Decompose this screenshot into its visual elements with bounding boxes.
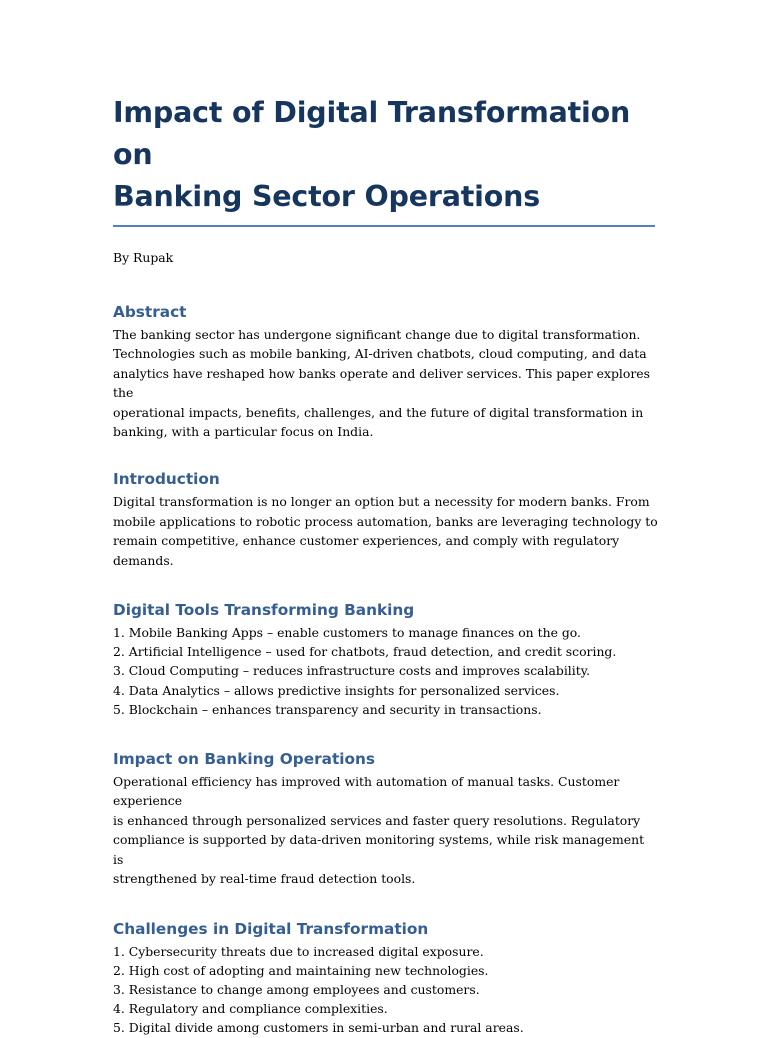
introduction-line: Digital transformation is no longer an option but a necessity for modern banks. From	[113, 494, 650, 510]
section-heading-challenges: Challenges in Digital Transformation	[113, 919, 429, 938]
title-line-2: Banking Sector Operations	[113, 180, 540, 213]
abstract-line: analytics have reshaped how banks operate and deliver services. This paper explores the	[113, 365, 650, 401]
abstract-line: banking, with a particular focus on India.	[113, 424, 374, 440]
digital-tools-list	[113, 623, 658, 719]
introduction-line: remain competitive, enhance customer experiences, and comply with regulatory demands.	[113, 533, 620, 568]
introduction-paragraph	[113, 492, 658, 570]
list-item: 3. Resistance to change among employees and customers.	[113, 981, 480, 997]
abstract-paragraph	[113, 325, 658, 441]
section-heading-digital-tools: Digital Tools Transforming Banking	[113, 601, 415, 620]
section-digital-tools	[113, 600, 658, 719]
author-byline: By Rupak	[113, 250, 174, 265]
abstract-line: The banking sector has undergone significant change due to digital transformation.	[113, 327, 641, 342]
impact-line: compliance is supported by data-driven monitoring systems, while risk management is	[113, 832, 645, 867]
list-item: 1. Cybersecurity threats due to increased digital exposure.	[113, 943, 484, 959]
section-abstract	[113, 302, 658, 441]
list-item: 2. Artificial Intelligence – used for chatbots, fraud detection, and credit scoring.	[113, 644, 617, 660]
challenges-list	[113, 942, 658, 1038]
section-impact	[113, 749, 658, 888]
abstract-line: Technologies such as mobile banking, AI-driven chatbots, cloud computing, and data	[113, 346, 647, 362]
section-challenges	[113, 919, 658, 1038]
section-heading-abstract: Abstract	[113, 303, 187, 321]
introduction-line: mobile applications to robotic process automation, banks are leveraging technology to	[113, 513, 658, 529]
title-underline-rule	[113, 225, 655, 227]
impact-line: is enhanced through personalized services and faster query resolutions. Regulatory	[113, 812, 641, 828]
list-item: 4. Regulatory and compliance complexities.	[113, 1001, 388, 1017]
section-heading-introduction: Introduction	[113, 470, 220, 489]
list-item: 3. Cloud Computing – reduces infrastructure costs and improves scalability.	[113, 663, 591, 679]
section-introduction	[113, 469, 658, 570]
list-item: 4. Data Analytics – allows predictive insights for personalized services.	[113, 682, 560, 698]
title-line-1: Impact of Digital Transformation on	[113, 96, 631, 171]
impact-paragraph	[113, 772, 658, 888]
section-heading-impact: Impact on Banking Operations	[113, 750, 376, 769]
list-item: 2. High cost of adopting and maintaining new technologies.	[113, 962, 489, 978]
list-item: 5. Digital divide among customers in semi-urban and rural areas.	[113, 1020, 524, 1036]
abstract-line: operational impacts, benefits, challenges, and the future of digital transformation in	[113, 404, 644, 420]
list-item: 1. Mobile Banking Apps – enable customers to manage finances on the go.	[113, 625, 581, 641]
impact-line: Operational efficiency has improved with automation of manual tasks. Customer experience	[113, 774, 620, 809]
list-item: 5. Blockchain – enhances transparency and security in transactions.	[113, 701, 542, 717]
document-page	[113, 92, 658, 1038]
impact-line: strengthened by real-time fraud detection tools.	[113, 871, 416, 887]
document-title	[113, 92, 658, 218]
